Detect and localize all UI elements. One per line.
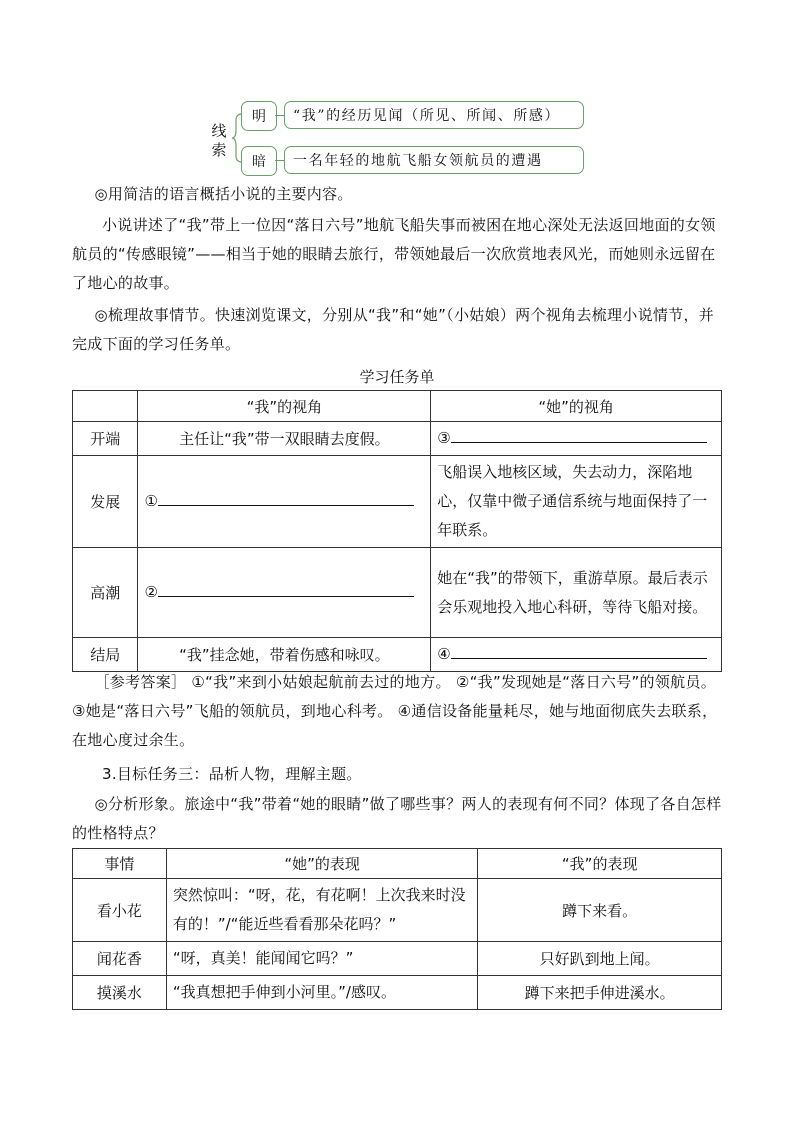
answer-blank-line <box>158 580 414 597</box>
bright-clue-text: “我”的经历见闻（所见、所闻、所感） <box>284 101 584 129</box>
her-behavior-cell: 突然惊叫：“呀，花，有花啊！上次我来时没有的！”/“能近些看看那朵花吗？” <box>166 879 478 942</box>
blank-number: ① <box>144 492 158 510</box>
answer-blank-line <box>451 642 707 659</box>
stage-cell: 结局 <box>73 638 138 672</box>
task3-prompt: ◎分析形象。旅途中“我”带着“她的眼睛”做了哪些事？两人的表现有何不同？体现了各自怎样的性格特点？ <box>72 795 722 842</box>
header-cell: “她”的表现 <box>166 849 478 879</box>
stage-cell: 发展 <box>73 456 138 548</box>
her-behavior-cell: “我真想把手伸到小河里。”/感叹。 <box>166 976 478 1010</box>
connector-line <box>275 160 284 161</box>
connector-line <box>275 115 284 116</box>
table-row <box>73 456 722 548</box>
her-behavior-cell: “呀，真美！能闻闻它吗？” <box>166 942 478 976</box>
table-header-row <box>73 391 722 422</box>
header-cell: “她”的视角 <box>431 391 722 422</box>
bright-clue-key: 明 <box>241 101 277 131</box>
me-behavior-cell: 只好趴到地上闻。 <box>478 942 722 976</box>
answer-blank-line <box>451 426 707 443</box>
me-cell <box>138 456 431 548</box>
table-row <box>73 638 722 672</box>
stage-cell: 开端 <box>73 422 138 456</box>
her-cell <box>431 638 722 672</box>
stage-cell: 高潮 <box>73 548 138 638</box>
plot-prompt: ◎梳理故事情节。快速浏览课文，分别从“我”和“她”（小姑娘）两个视角去梳理小说情节，并完成下面的学习任务单。 <box>72 306 715 353</box>
event-cell: 摸溪水 <box>73 976 167 1010</box>
table-row <box>73 879 722 942</box>
event-cell: 看小花 <box>73 879 167 942</box>
table-row <box>73 422 722 456</box>
blank-number: ④ <box>437 645 451 663</box>
table-row <box>73 942 722 976</box>
blank-number: ② <box>144 583 158 601</box>
summary-prompt: ◎用简洁的语言概括小说的主要内容。 <box>94 185 353 203</box>
clue-label: 线索 <box>211 122 227 159</box>
task-table <box>72 390 722 672</box>
table-row <box>73 976 722 1010</box>
her-cell: 飞船误入地核区域，失去动力，深陷地心，仅靠中微子通信系统与地面保持了一年联系。 <box>431 456 722 548</box>
header-cell: “我”的表现 <box>478 849 722 879</box>
task-table-title: 学习任务单 <box>359 368 435 386</box>
header-cell: “我”的视角 <box>138 391 431 422</box>
table-header-row <box>73 849 722 879</box>
me-cell: 主任让“我”带一双眼睛去度假。 <box>138 422 431 456</box>
table-row <box>73 548 722 638</box>
me-cell <box>138 548 431 638</box>
event-cell: 闻花香 <box>73 942 167 976</box>
blank-number: ③ <box>437 429 451 447</box>
dark-clue-key: 暗 <box>241 146 277 176</box>
me-cell: “我”挂念她，带着伤感和咏叹。 <box>138 638 431 672</box>
dark-clue-text: 一名年轻的地航飞船女领航员的遭遇 <box>284 146 584 174</box>
header-cell: 事情 <box>73 849 167 879</box>
me-behavior-cell: 蹲下来看。 <box>478 879 722 942</box>
task3-heading: 3.目标任务三：品析人物，理解主题。 <box>102 765 362 783</box>
her-cell: 她在“我”的带领下，重游草原。最后表示会乐观地投入地心科研，等待飞船对接。 <box>431 548 722 638</box>
header-cell <box>73 391 138 422</box>
behavior-table <box>72 848 722 1010</box>
answer-blank-line <box>158 489 414 506</box>
reference-answer: ［参考答案］ ①“我”来到小姑娘起航前去过的地方。 ②“我”发现她是“落日六号”的领航员。 ③她是“落日六号”飞船的领航员，到地心科考。 ④通信设备能量耗尽，她与地面彻底失去联系，在地心度过余生。 <box>72 673 718 749</box>
her-cell <box>431 422 722 456</box>
summary-text: 小说讲述了“我”带上一位因“落日六号”地航飞船失事而被困在地心深处无法返回地面的女领航员的“传感眼镜”——相当于她的眼睛去旅行，带领她最后一次欣赏地表风光，而她则永远留在了地心的故事。 <box>72 216 716 292</box>
me-behavior-cell: 蹲下来把手伸进溪水。 <box>478 976 722 1010</box>
